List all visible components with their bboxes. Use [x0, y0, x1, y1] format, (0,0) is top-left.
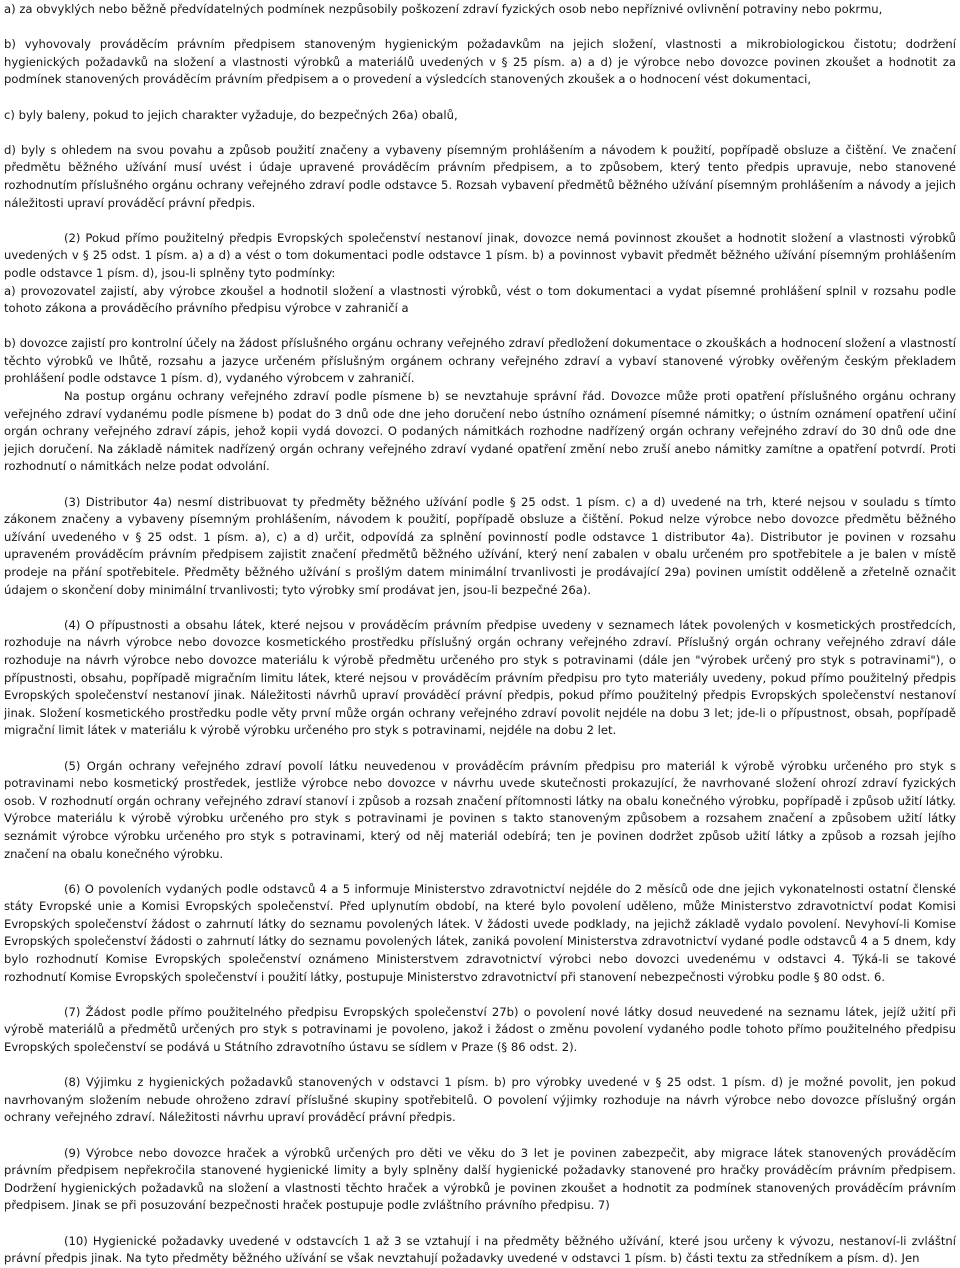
paragraph-spacer: [4, 212, 956, 230]
paragraph-spacer: [4, 1057, 956, 1075]
paragraph-12: (6) O povoleních vydaných podle odstavců 4 a 5 informuje Ministerstvo zdravotnictví nejdéle do 2 měsíců ode dne jejich vykonatelnosti ostatní členské státy Evropské unie a Komisi Evropských společenství. Před uplynutím období, na které bylo povolení uděleno, může Ministerstvo zdravotnictví podat Komisi Evropských společenství žádost o zahrnutí látky do seznamu povolených látek. V žádosti uvede podklady, na jejichž základě vydalo povolení. Nevyhoví-li Komise Evropských společenství žádosti o zahrnutí látky do seznamu povolených látek, zaniká povolení Ministerstva zdravotnictví vydané podle odstavců 4 a 5 dnem, kdy bylo rozhodnutí Komise Evropských společenství oznámeno Ministerstvem zdravotnictví výrobci nebo dovozci uvedenému v odstavci 4. Týká-li se takové rozhodnutí Komise Evropských společenství i použití látky, postupuje Ministerstvo zdravotnictví při stanovení nebezpečnosti výrobku podle § 80 odst. 6.: [4, 881, 956, 984]
paragraph-6: a) provozovatel zajistí, aby výrobce zkoušel a hodnotil složení a vlastnosti výrobků, vést o tom dokumentaci a vydat písemné prohlášení splnil v rozsahu podle tohoto zákona a prováděcího právního předpisu výrobce v zahraničí a: [4, 283, 956, 316]
paragraph-spacer: [4, 1215, 956, 1233]
paragraph-15: (9) Výrobce nebo dovozce hraček a výrobků určených pro děti ve věku do 3 let je povinen zabezpečit, aby migrace látek stanovených prováděcím právním předpisem nepřekročila stanovené hygienické limity a byly splněny další hygienické požadavky stanovené pro hračky prováděcím právním předpisem. Dodržení hygienických požadavků na složení a vlastnosti těchto hraček a výrobků je povinen zkoušet a hodnotit za podmínek stanovených prováděcím právním předpisem. Jinak se při posuzování bezpečnosti hraček postupuje podle zvláštního právního předpisu. 7): [4, 1145, 956, 1213]
paragraph-1: a) za obvyklých nebo běžně předvídatelných podmínek nezpůsobily poškození zdraví fyzických osob nebo nepříznivé ovlivnění potraviny nebo pokrmu,: [4, 2, 883, 16]
paragraph-spacer: [4, 19, 956, 37]
paragraph-spacer: [4, 986, 956, 1004]
paragraph-16: (10) Hygienické požadavky uvedené v odstavcích 1 až 3 se vztahují i na předměty běžného užívání, které jsou určeny k vývozu, nestanoví-li zvláštní právní předpis jinak. Na tyto předměty běžného užívání se však nevztahují požadavky uvedené v odstavci 1 písm. b) části textu za středníkem a písm. d). Jen: [4, 1233, 956, 1266]
paragraph-spacer: [4, 599, 956, 617]
paragraph-spacer: [4, 476, 956, 494]
paragraph-spacer: [4, 124, 956, 142]
paragraph-11: (5) Orgán ochrany veřejného zdraví povolí látku neuvedenou v prováděcím právním předpisu pro materiál k výrobě výrobku určeného pro styk s potravinami nebo kosmetický prostředek, jestliže výrobce nebo dovozce v návrhu uvede skutečnosti prokazující, že navrhované složení ohrozí zdraví fyzických osob. V rozhodnutí orgán ochrany veřejného zdraví stanoví i způsob a rozsah značení přítomnosti látky na obalu konečného výrobku, popřípadě i způsob užití látky. Výrobce materiálu k výrobě výrobku určeného pro styk s potravinami je povinen s takto stanoveným způsobem a rozsahem značení a způsobem užití látky seznámit výrobce výrobku určeného pro styk s potravinami, který od něj materiál odebírá; ten je povinen dodržet způsob užití látky a způsob a rozsah jejího značení na obalu konečného výrobku.: [4, 758, 956, 861]
paragraph-2: b) vyhovovaly prováděcím právním předpisem stanoveným hygienickým požadavkům na jejich složení, vlastnosti a mikrobiologickou čistotu; dodržení hygienických požadavků na složení a vlastnosti výrobků a materiálů uvedených v § 25 písm. a) a d) je výrobce nebo dovozce povinen zkoušet a hodnotit za podmínek stanovených prováděcím právním předpisem a o provedení a výsledcích stanovených zkoušek a o hodnocení vést dokumentaci,: [4, 37, 956, 87]
paragraph-spacer: [4, 863, 956, 881]
paragraph-spacer: [4, 1127, 956, 1145]
paragraph-10: (4) O přípustnosti a obsahu látek, které nejsou v prováděcím právním předpise uvedeny v seznamech látek povolených v kosmetických prostředcích, rozhoduje na návrh výrobce nebo dovozce kosmetického prostředku příslušný orgán ochrany veřejného zdraví. Příslušný orgán ochrany veřejného zdraví dále rozhoduje na návrh výrobce nebo dovozce materiálu k výrobě předmětu určeného pro styk s potravinami (dále jen "výrobek určený pro styk s potravinami"), o přípustnosti, obsahu, popřípadě migračním limitu látek, které nejsou v prováděcím právním předpisu pro tyto materiály uvedeny, pokud přímo použitelný předpis Evropských společenství nestanoví jinak. Náležitosti návrhů upraví prováděcí právní předpis, pokud přímo použitelný předpis Evropských společenství nestanoví jinak. Složení kosmetického prostředku podle věty první může orgán ochrany veřejného zdraví povolit nejdéle na dobu 3 let; jde-li o přípustnost, obsah, popřípadě migrační limit látek v materiálu k výrobě výrobku určeného pro styk s potravinami, nejdéle na dobu 2 let.: [4, 617, 956, 738]
paragraph-4: d) byly s ohledem na svou povahu a způsob použití značeny a vybaveny písemným prohlášením a návodem k použití, popřípadě obsluze a čištění. Ve značení předmětu běžného užívání musí uvést i údaje upravené prováděcím právním předpisem, a to způsobem, který tento předpis upravuje, nebo stanovené rozhodnutím příslušného orgánu ochrany veřejného zdraví podle odstavce 5. Rozsah vybavení předmětů běžného užívání písemným prohlášením a návody a jejich náležitosti upraví prováděcí právní předpis.: [4, 142, 956, 210]
paragraph-7: b) dovozce zajistí pro kontrolní účely na žádost příslušného orgánu ochrany veřejného zdraví předložení dokumentace o zkouškách a hodnocení složení a vlastností těchto výrobků ve lhůtě, rozsahu a jazyce určeném příslušným orgánem ochrany veřejného zdraví a vybaví stanovené výrobky ověřeným českým překladem prohlášení podle odstavce 1 písm. d), vydaného výrobcem v zahraničí.: [4, 336, 956, 386]
paragraph-spacer: [4, 89, 956, 107]
paragraph-spacer: [4, 740, 956, 758]
paragraph-8: Na postup orgánu ochrany veřejného zdraví podle písmene b) se nevztahuje správní řád. Dovozce může proti opatření příslušného orgánu ochrany veřejného zdraví vydanému podle písmene b) podat do 3 dnů ode dne jeho doručení nebo ústního oznámení písemné námitky; o ústním oznámení opatření učiní orgán ochrany veřejného zdraví zápis, jehož kopii vydá dovozci. O podaných námitkách rozhodne nadřízený orgán ochrany veřejného zdraví do 30 dnů ode dne jejich doručení. Na základě námitek nadřízený orgán ochrany veřejného zdraví vydané opatření změní nebo zruší anebo námitky zamítne a opatření potvrdí. Proti rozhodnutí o námitkách nelze podat odvolání.: [4, 389, 956, 474]
paragraph-spacer: [4, 318, 956, 336]
paragraph-5: (2) Pokud přímo použitelný předpis Evropských společenství nestanoví jinak, dovozce nemá povinnost zkoušet a hodnotit složení a vlastnosti výrobků uvedených v § 25 odst. 1 písm. a) a d) a vést o tom dokumentaci podle odstavce 1 písm. b) a povinnost vybavit předmět běžného užívání písemným prohlášením podle odstavce 1 písm. d), jsou-li splněny tyto podmínky:: [4, 230, 956, 280]
paragraph-9: (3) Distributor 4a) nesmí distribuovat ty předměty běžného užívání podle § 25 odst. 1 písm. c) a d) uvedené na trh, které nejsou v souladu s tímto zákonem značeny a vybaveny písemným prohlášením, návodem k použití, popřípadě obsluze a čištění. Pokud nelze výrobce nebo dovozce předmětu běžného užívání uvedeného v § 25 odst. 1 písm. a), c) a d) určit, odpovídá za splnění povinností podle odstavce 1 distributor 4a). Distributor je povinen v rozsahu upraveném prováděcím právním předpisem zajistit značení předmětů běžného užívání, který není zabalen v obalu určeném pro spotřebitele a je balen v místě prodeje na přání spotřebitele. Předměty běžného užívání s prošlým datem minimální trvanlivosti je prodávající 29a) povinen umístit odděleně a zřetelně označit údajem o skončení doby minimální trvanlivosti; tyto výrobky smí prodávat jen, jsou-li bezpečné 26a).: [4, 494, 956, 597]
paragraph-13: (7) Žádost podle přímo použitelného předpisu Evropských společenství 27b) o povolení nové látky dosud neuvedené na seznamu látek, jejíž užití při výrobě materiálů a předmětů určených pro styk s potravinami je povoleno, jakož i žádost o změnu povolení vydaného podle tohoto přímo použitelného předpisu Evropských společenství se podává u Státního zdravotního ústavu se sídlem v Praze (§ 86 odst. 2).: [4, 1004, 956, 1055]
paragraph-14: (8) Výjimku z hygienických požadavků stanovených v odstavci 1 písm. b) pro výrobky uvedené v § 25 odst. 1 písm. d) je možné povolit, jen pokud navrhovaným složením nebude ohroženo zdraví příslušné skupiny spotřebitelů. O povolení výjimky rozhoduje na návrh výrobce nebo dovozce příslušný orgán ochrany veřejného zdraví. Náležitosti návrhu upraví prováděcí právní předpis.: [4, 1075, 956, 1125]
paragraph-3: c) byly baleny, pokud to jejich charakter vyžaduje, do bezpečných 26a) obalů,: [4, 107, 458, 122]
